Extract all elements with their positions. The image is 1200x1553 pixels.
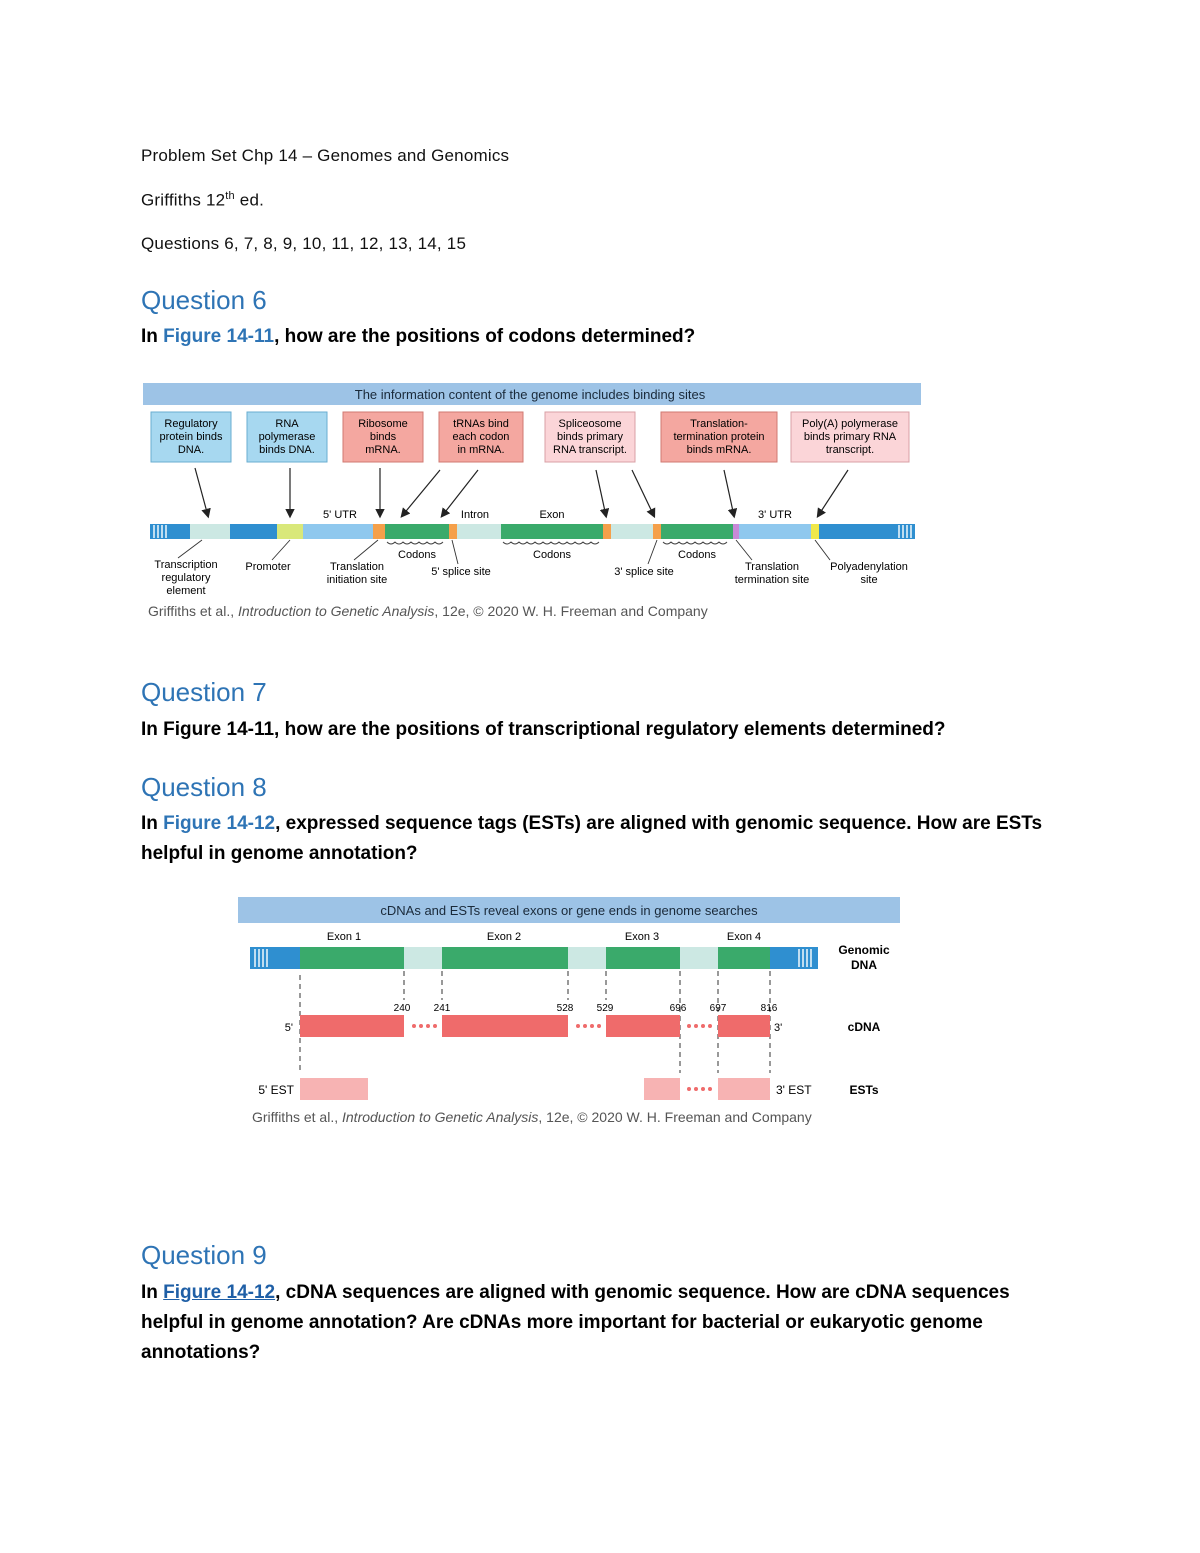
- figure-14-12: [238, 895, 908, 1135]
- textbook-name: Griffiths 12: [141, 190, 226, 210]
- svg-text:DNA.: DNA.: [177, 444, 205, 456]
- svg-text:binds mRNA.: binds mRNA.: [686, 444, 752, 456]
- svg-text:529: 529: [596, 1003, 614, 1014]
- svg-text:binds: binds: [369, 431, 397, 443]
- fig1-codons-2: Codons: [533, 549, 571, 561]
- svg-text:tRNAs bind: tRNAs bind: [453, 418, 509, 430]
- figure-14-11: [140, 380, 930, 625]
- fig1-codons-3: Codons: [678, 549, 716, 561]
- question-9-body: [141, 1278, 1061, 1368]
- svg-text:polymerase: polymerase: [258, 431, 316, 443]
- fig2-credit: Griffiths et al., Introduction to Genetic Analysis, 12e, © 2020 W. H. Freeman and Company: [252, 1109, 812, 1125]
- fig2-cdna-label: cDNA: [847, 1020, 881, 1034]
- svg-text:termination protein: termination protein: [673, 431, 765, 443]
- fig1-codon-marks: [387, 542, 727, 544]
- document-title: Problem Set Chp 14 – Genomes and Genomics: [141, 146, 510, 165]
- question-9-heading: Question 9: [141, 1240, 267, 1270]
- fig1-credit: Griffiths et al., Introduction to Genetic Analysis, 12e, © 2020 W. H. Freeman and Company: [148, 603, 708, 619]
- svg-text:528: 528: [556, 1003, 574, 1014]
- svg-text:696: 696: [669, 1003, 687, 1014]
- fig1-label-5utr: 5' UTR: [323, 509, 357, 521]
- question-6-body: [141, 322, 1061, 352]
- textbook-sup: th: [225, 190, 235, 202]
- fig1-tre-2: regulatory: [161, 572, 211, 584]
- svg-text:Poly(A) polymerase: Poly(A) polymerase: [802, 418, 898, 430]
- q6-pre: In: [141, 326, 164, 347]
- fig2-cdna-5: 5': [284, 1022, 293, 1034]
- fig1-gene-bar: [150, 524, 915, 539]
- fig2-cdna-bar: [300, 1015, 770, 1037]
- fig1-ss3: 3' splice site: [614, 566, 674, 578]
- svg-text:Ribosome: Ribosome: [358, 418, 408, 430]
- svg-text:Spliceosome: Spliceosome: [558, 418, 622, 430]
- fig1-box-polya: [791, 412, 909, 462]
- fig2-exon-4: Exon 4: [726, 931, 762, 943]
- fig1-box-regulatory: [151, 412, 231, 462]
- fig1-label-exon: Exon: [539, 509, 565, 521]
- fig1-tts-2: termination site: [734, 574, 810, 586]
- fig2-positions: [394, 1003, 778, 1014]
- fig1-label-3utr: 3' UTR: [758, 509, 792, 521]
- fig1-tre-1: Transcription: [154, 559, 218, 571]
- fig2-genomic-1: Genomic: [838, 943, 890, 957]
- svg-text:mRNA.: mRNA.: [365, 444, 401, 456]
- fig1-codons-1: Codons: [398, 549, 436, 561]
- svg-text:240: 240: [393, 1003, 411, 1014]
- fig2-exon-1: Exon 1: [326, 931, 362, 943]
- question-7-heading: Question 7: [141, 677, 267, 707]
- svg-text:in mRNA.: in mRNA.: [457, 444, 505, 456]
- svg-text:697: 697: [709, 1003, 727, 1014]
- question-8-heading: Question 8: [141, 772, 267, 802]
- figure-14-12-link[interactable]: Figure 14-12: [163, 813, 276, 834]
- fig1-box-termination: [661, 412, 777, 462]
- fig2-ests-label: ESTs: [849, 1083, 879, 1097]
- fig1-label-intron: Intron: [460, 509, 490, 521]
- svg-text:binds DNA.: binds DNA.: [259, 444, 315, 456]
- question-8-body: [141, 809, 1061, 869]
- svg-text:binds primary: binds primary: [556, 431, 624, 443]
- fig1-tis-1: Translation: [329, 561, 385, 573]
- q8-pre: In: [141, 813, 164, 834]
- svg-text:RNA transcript.: RNA transcript.: [553, 444, 627, 456]
- fig1-box-spliceosome: [545, 412, 635, 462]
- figure-14-11-link[interactable]: Figure 14-11: [163, 326, 275, 347]
- fig1-banner: The information content of the genome includes binding sites: [354, 387, 706, 402]
- svg-text:binds primary RNA: binds primary RNA: [803, 431, 897, 443]
- fig2-genomic-2: DNA: [851, 958, 877, 972]
- textbook-line: [141, 190, 264, 211]
- fig2-banner: cDNAs and ESTs reveal exons or gene ends in genome searches: [380, 903, 758, 918]
- fig1-pa-2: site: [860, 574, 878, 586]
- fig1-box-trna: [439, 412, 523, 462]
- svg-text:241: 241: [433, 1003, 451, 1014]
- svg-text:protein binds: protein binds: [159, 431, 223, 443]
- fig2-genomic-bar: [250, 947, 818, 969]
- fig2-exon-3: Exon 3: [624, 931, 660, 943]
- fig1-box-rna-polymerase: [247, 412, 327, 462]
- svg-text:each codon: each codon: [452, 431, 510, 443]
- q9-pre: In: [141, 1282, 164, 1303]
- svg-text:transcript.: transcript.: [825, 444, 875, 456]
- questions-list: Questions 6, 7, 8, 9, 10, 11, 12, 13, 14, 15: [141, 234, 467, 253]
- fig1-box-ribosome: [343, 412, 423, 462]
- fig2-cdna-3: 3': [774, 1022, 783, 1034]
- question-7-body: In Figure 14-11, how are the positions of transcriptional regulatory elements determined?: [141, 719, 946, 740]
- fig2-est-3: 3' EST: [776, 1083, 812, 1097]
- fig2-est-bars: [300, 1078, 770, 1100]
- fig1-tre-3: element: [166, 585, 206, 597]
- fig1-arrows: [195, 468, 848, 516]
- svg-text:816: 816: [760, 1003, 778, 1014]
- q9-post: , cDNA sequences are aligned with genomic sequence. How are cDNA sequences helpful in genome annotation? Are cDNAs more important for bacterial or eukaryotic genome annotations?: [141, 1282, 1010, 1363]
- svg-text:Regulatory: Regulatory: [164, 418, 218, 430]
- svg-text:Translation-: Translation-: [690, 418, 748, 430]
- svg-text:RNA: RNA: [275, 418, 299, 430]
- question-6-heading: Question 6: [141, 285, 267, 315]
- q8-post: , expressed sequence tags (ESTs) are aligned with genomic sequence. How are ESTs helpful in genome annotation?: [141, 813, 1043, 864]
- q6-post: , how are the positions of codons determined?: [274, 326, 696, 347]
- textbook-suffix: ed.: [234, 190, 265, 210]
- fig1-promoter: Promoter: [245, 561, 291, 573]
- fig2-exon-2: Exon 2: [486, 931, 522, 943]
- fig1-pa-1: Polyadenylation: [830, 561, 908, 573]
- fig1-tis-2: initiation site: [326, 574, 388, 586]
- fig1-ss5: 5' splice site: [431, 566, 491, 578]
- fig2-est-5: 5' EST: [258, 1083, 294, 1097]
- fig1-tts-1: Translation: [744, 561, 800, 573]
- figure-14-12-link-q9[interactable]: Figure 14-12: [163, 1282, 276, 1303]
